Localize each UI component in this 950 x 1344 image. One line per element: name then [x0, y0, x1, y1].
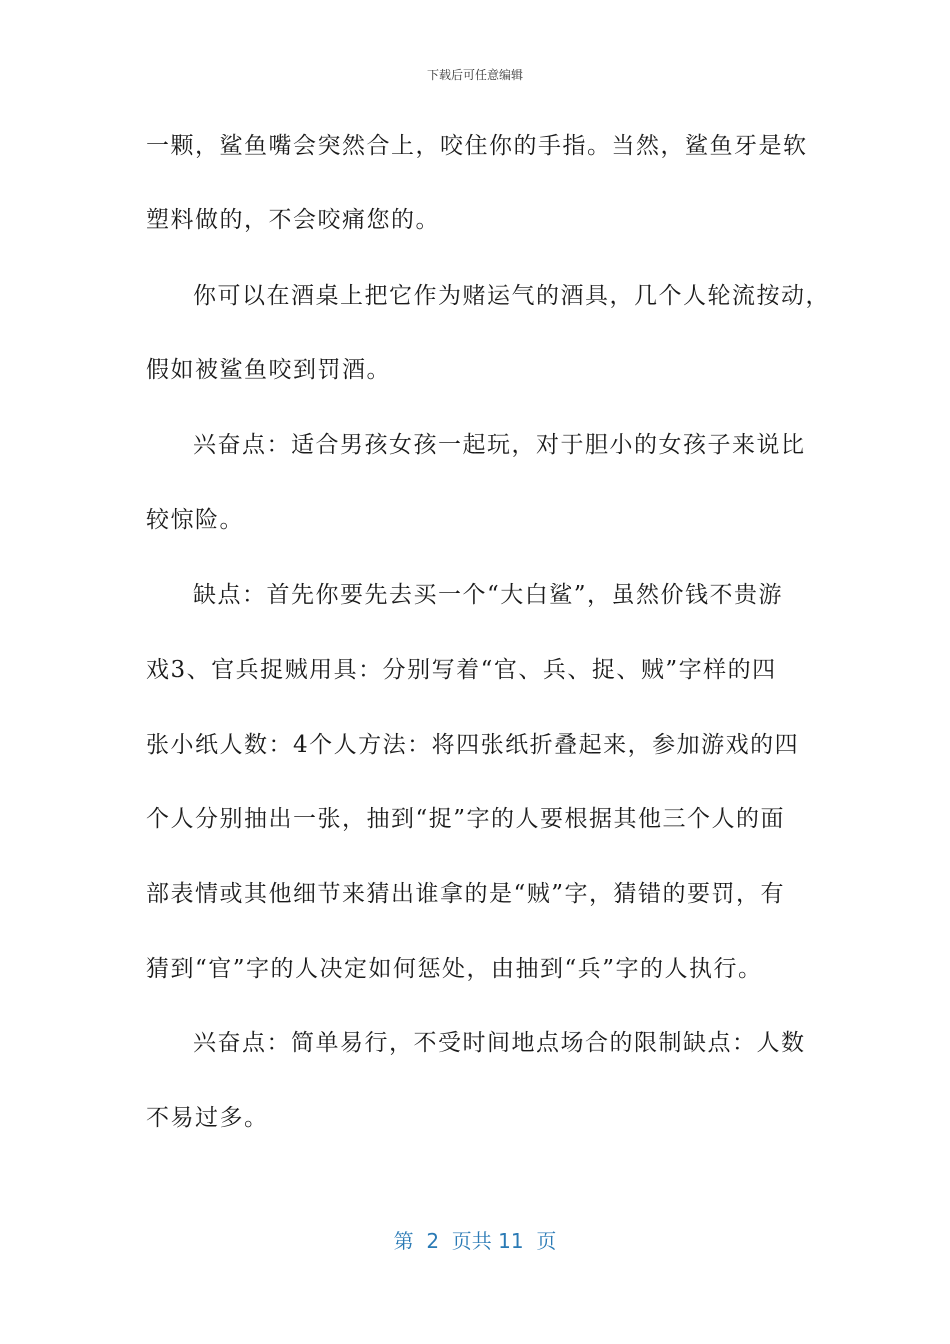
body-line-4: 假如被鲨鱼咬到罚酒。	[146, 357, 391, 383]
body-line-6: 较惊险。	[146, 507, 244, 533]
body-line-13: 兴奋点：简单易行，不受时间地点场合的限制缺点：人数	[193, 1030, 806, 1056]
body-line-3: 你可以在酒桌上把它作为赌运气的酒具，几个人轮流按动，	[193, 283, 830, 309]
page-footer: 第 2 页共 11 页	[393, 1229, 557, 1253]
page-header: 下载后可任意编辑	[426, 68, 523, 82]
body-line-2: 塑料做的，不会咬痛您的。	[146, 207, 440, 233]
body-line-8: 戏3、官兵捉贼用具：分别写着“官、兵、捉、贼”字样的四	[146, 657, 777, 683]
body-line-7: 缺点：首先你要先去买一个“大白鲨”，虽然价钱不贵游	[193, 582, 784, 608]
body-line-12: 猜到“官”字的人决定如何惩处，由抽到“兵”字的人执行。	[146, 956, 763, 982]
body-line-9: 张小纸人数：4个人方法：将四张纸折叠起来，参加游戏的四	[146, 732, 800, 758]
body-line-11: 部表情或其他细节来猜出谁拿的是“贼”字，猜错的要罚，有	[146, 881, 786, 907]
body-line-10: 个人分别抽出一张，抽到“捉”字的人要根据其他三个人的面	[146, 806, 786, 832]
body-line-5: 兴奋点：适合男孩女孩一起玩，对于胆小的女孩子来说比	[193, 432, 806, 458]
body-line-1: 一颗，鲨鱼嘴会突然合上，咬住你的手指。当然，鲨鱼牙是软	[146, 133, 808, 159]
body-line-14: 不易过多。	[146, 1105, 269, 1131]
